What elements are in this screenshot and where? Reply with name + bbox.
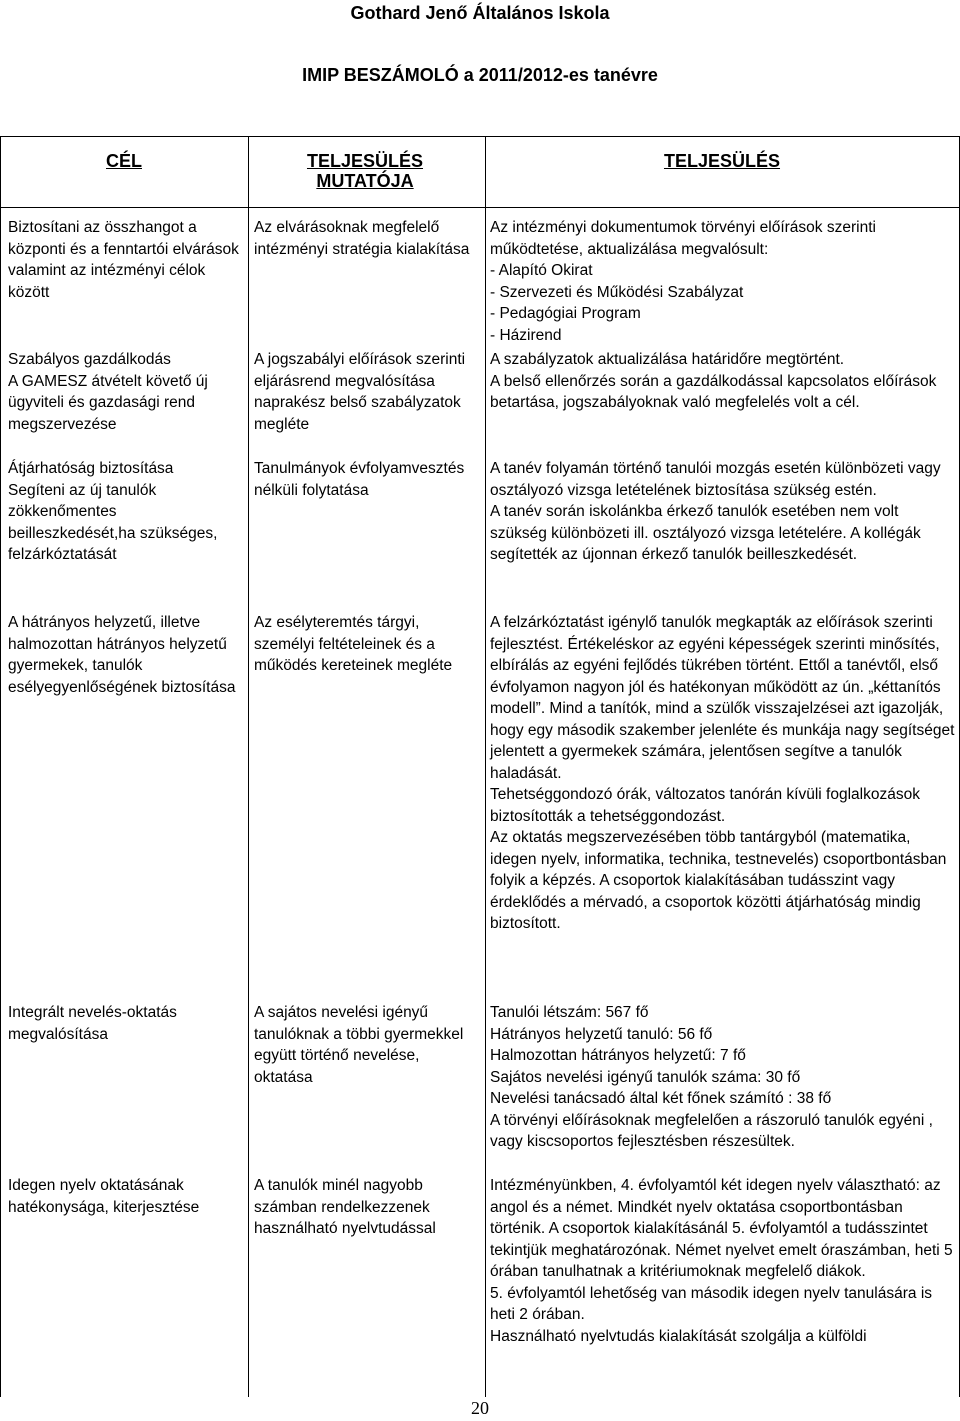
page-number: 20 xyxy=(471,1398,489,1418)
goal-cell: Átjárhatóság biztosítása Segíteni az új tanulók zökkenőmentes beilleszkedését,ha szükséges, felzárkóztatását xyxy=(8,460,218,563)
indicator-cell: A sajátos nevelési igényű tanulóknak a többi gyermekkel együtt történő nevelése, oktatása xyxy=(254,1004,464,1086)
report-table xyxy=(0,136,960,1397)
table-border-left xyxy=(0,137,1,1397)
indicator-cell: Tanulmányok évfolyamvesztés nélküli folytatása xyxy=(254,460,465,499)
column-divider xyxy=(485,137,486,1397)
result-cell: A felzárkóztatást igénylő tanulók megkapták az előírások szerinti fejlesztést. Értékeléskor az egyéni képességek szerinti minősítés, elbírálás az egyéni fejlődés tükrében történt. Ettől a tanévtől, első évfolyamon nagyon jól és hatékonyan működött az ún. „kéttanítós modell”. Mind a tanítók, mind a szülők visszajelzései azt igazolják, hogy egy második szakember jelenléte és munkája nagy segítséget jelentett a gyermekek számára, jelentősen segítve a tanulók haladását. Tehetséggondozó órák, változatos tanórán kívüli foglalkozások biztosították a tehetséggondozást. Az oktatás megszervezésében több tantárgyból (matematika, idegen nyelv, informatika, technika, testnevelés) csoportbontásban folyik a képzés. A csoportok kialakításában tudásszint vagy érdeklődés a mérvadó, a csoportok közötti átjárhatóság mindig biztosított. xyxy=(490,614,955,932)
goal-cell: Szabályos gazdálkodás A GAMESZ átvételt követő új ügyviteli és gazdasági rend megszervezése xyxy=(8,351,208,433)
result-cell: A tanév folyamán történő tanulói mozgás esetén különbözeti vagy osztályozó vizsga letételének biztosítása szükség estén. A tanév során iskolánkba érkező tanulók esetében nem volt szükség különbözeti ill. osztályozó vizsga letételére. A kollégák segítették az újonnan érkező tanulók beilleszkedését. xyxy=(490,460,941,563)
column-header-result: TELJESÜLÉS xyxy=(663,151,781,171)
indicator-cell: Az elvárásoknak megfelelő intézményi stratégia kialakítása xyxy=(254,219,470,258)
result-cell: A szabályzatok aktualizálása határidőre megtörtént. A belső ellenőrzés során a gazdálkodással kapcsolatos előírások betartása, jogszabályoknak való megfelelés volt a cél. xyxy=(490,351,937,411)
goal-cell: Biztosítani az összhangot a központi és a fenntartói elvárások valamint az intézményi célok között xyxy=(8,219,239,301)
goal-cell: Integrált nevelés-oktatás megvalósítása xyxy=(8,1004,177,1043)
result-cell: Az intézményi dokumentumok törvényi előírások szerinti működtetése, aktualizálása megvalósult: - Alapító Okirat - Szervezeti és Működési Szabályzat - Pedagógiai Program - Házirend xyxy=(490,219,876,344)
column-header-indicator: TELJESÜLÉS MUTATÓJA xyxy=(306,151,424,191)
column-header-goal: CÉL xyxy=(106,151,142,171)
header-row-divider xyxy=(0,207,960,208)
result-cell: Tanulói létszám: 567 fő Hátrányos helyzetű tanuló: 56 fő Halmozottan hátrányos helyzetű: 7 fő Sajátos nevelési igényű tanulók száma: 30 fő Nevelési tanácsadó által két főnek számító : 38 fő A törvényi előírásoknak megfelelően a rászoruló tanulók egyéni , vagy kiscsoportos fejlesztésben részesültek. xyxy=(490,1004,933,1150)
report-title: IMIP BESZÁMOLÓ a 2011/2012-es tanévre xyxy=(302,65,658,85)
column-divider xyxy=(248,137,249,1397)
indicator-cell: Az esélyteremtés tárgyi, személyi feltételeinek és a működés kereteinek megléte xyxy=(254,614,453,674)
indicator-cell: A tanulók minél nagyobb számban rendelkezzenek használható nyelvtudással xyxy=(254,1177,436,1237)
goal-cell: A hátrányos helyzetű, illetve halmozottan hátrányos helyzetű gyermekek, tanulók esélyegyenlőségének biztosítása xyxy=(8,614,236,696)
indicator-cell: A jogszabályi előírások szerinti eljárásrend megvalósítása naprakész belső szabályzatok megléte xyxy=(254,351,466,433)
result-cell: Intézményünkben, 4. évfolyamtól két idegen nyelv választható: az angol és a német. Mindkét nyelv oktatása csoportbontásban történik. A csoportok kialakításánál 5. évfolyamtól a tudásszintet tekintjük meghatározónak. Német nyelvet emelt óraszámban, heti 5 órában tanulhatnak a kritériumoknak megfelelő diákok. 5. évfolyamtól lehetőség van második idegen nyelv tanulására is heti 2 órában. Használható nyelvtudás kialakítását szolgálja a külföldi xyxy=(490,1177,953,1345)
school-name: Gothard Jenő Általános Iskola xyxy=(350,3,610,23)
goal-cell: Idegen nyelv oktatásának hatékonysága, kiterjesztése xyxy=(8,1177,200,1216)
